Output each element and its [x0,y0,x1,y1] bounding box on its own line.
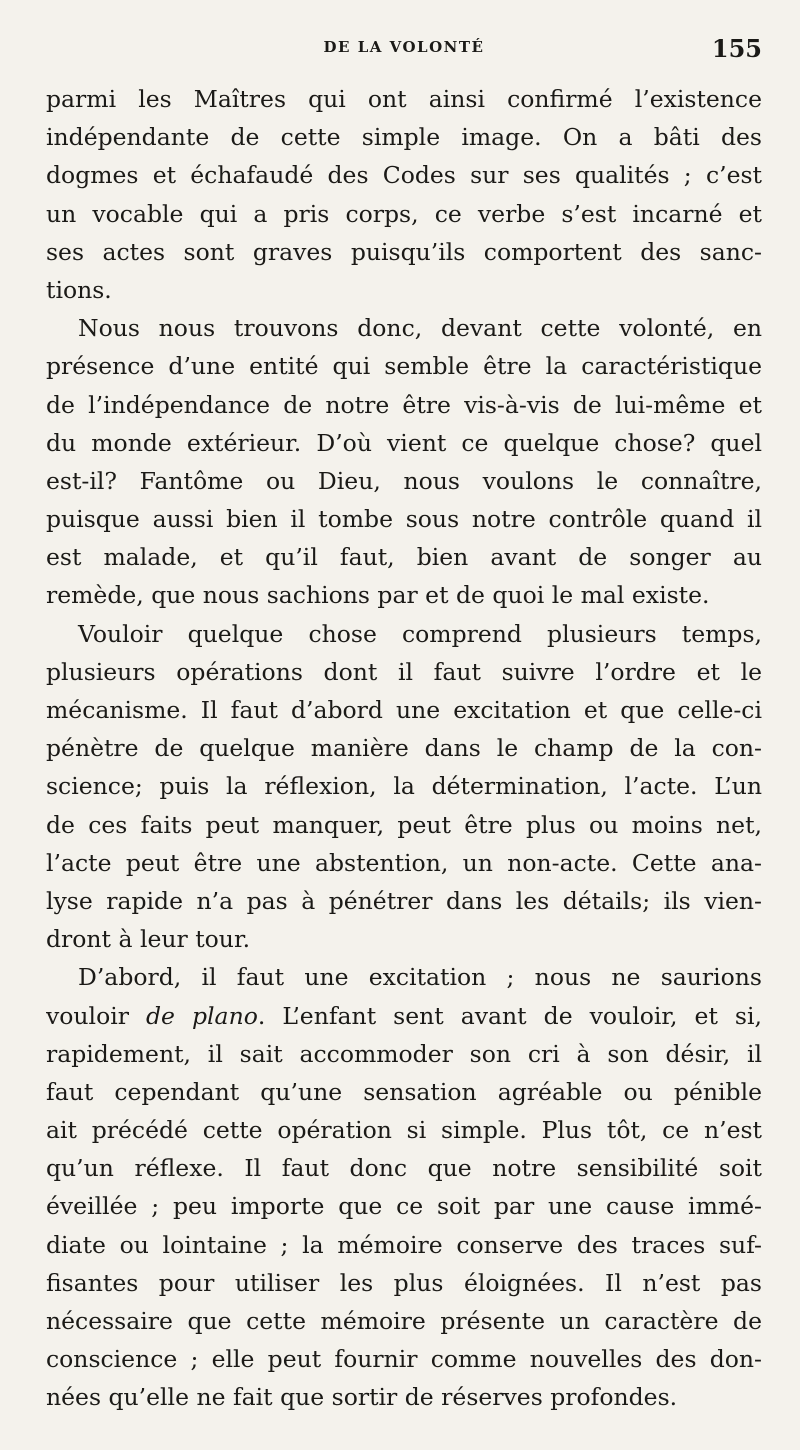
text-line: ait précédé cette opération si simple. Plus tôt, ce n’est [46,1116,762,1145]
text-line: faut cependant qu’une sensation agréable ou pénible [46,1077,762,1106]
text-line: est-il? Fantôme ou Dieu, nous voulons le connaître, [46,466,762,495]
text-line: dogmes et échafaudé des Codes sur ses qualités ; c’est [46,161,762,190]
running-title: DE LA VOLONTÉ [323,38,485,56]
text-line: présence d’une entité qui semble être la caractéristique [46,352,762,381]
text-line: l’acte peut être une abstention, un non-acte. Cette ana- [46,848,762,877]
paragraph [46,615,762,959]
text-line: un vocable qui a pris corps, ce verbe s’est incarné et [46,199,762,228]
text-line: parmi les Maîtres qui ont ainsi confirmé l’existence [46,85,762,113]
text-line: tions. [46,275,112,304]
text-line: pénètre de quelque manière dans le champ de la con- [46,734,762,763]
text-line: nécessaire que cette mémoire présente un caractère de [46,1307,762,1335]
text-line: Nous nous trouvons donc, devant cette volonté, en [78,314,762,343]
text-line: vouloir de plano. L’enfant sent avant de vouloir, et si, [46,1001,762,1030]
text-line: fisantes pour utiliser les plus éloignées. Il n’est pas [46,1268,762,1297]
text-line: plusieurs opérations dont il faut suivre l’ordre et le [46,657,762,686]
text-line: dront à leur tour. [46,925,251,954]
text-line: conscience ; elle peut fournir comme nouvelles des don- [46,1345,762,1374]
italic-phrase: de plano [146,1001,258,1030]
text-line: puisque aussi bien il tombe sous notre contrôle quand il [46,505,762,534]
page-number: 155 [711,34,762,63]
paragraph [46,80,762,309]
text-line: rapidement, il sait accommoder son cri à son désir, il [46,1039,762,1068]
text-line: ses actes sont graves puisqu’ils comportent des sanc- [46,237,762,266]
text-line: du monde extérieur. D’où vient ce quelque chose? quel [46,428,762,457]
body-text [46,80,762,1417]
text-line: D’abord, il faut une excitation ; nous ne saurions [78,963,762,992]
text-line: qu’un réflexe. Il faut donc que notre sensibilité soit [46,1154,762,1183]
paragraph [46,958,762,1416]
text-line: Vouloir quelque chose comprend plusieurs temps, [78,619,762,648]
text-line: nées qu’elle ne fait que sortir de réserves profondes. [46,1383,678,1412]
text-line: de l’indépendance de notre être vis-à-vis de lui-même et [46,390,762,419]
text-line: diate ou lointaine ; la mémoire conserve des traces suf- [46,1230,762,1259]
paragraph [46,309,762,615]
text-line: lyse rapide n’a pas à pénétrer dans les détails; ils vien- [46,886,762,915]
text-line: de ces faits peut manquer, peut être plus ou moins net, [46,810,762,839]
text-line: est malade, et qu’il faut, bien avant de songer au [46,543,762,572]
text-line: éveillée ; peu importe que ce soit par une cause immé- [46,1192,762,1221]
running-head [46,34,762,68]
text-line: remède, que nous sachions par et de quoi le mal existe. [46,581,710,610]
text-line: mécanisme. Il faut d’abord une excitation et que celle-ci [46,696,762,724]
text-line: science; puis la réflexion, la détermination, l’acte. L’un [46,772,762,801]
text-line: indépendante de cette simple image. On a bâti des [46,123,762,152]
